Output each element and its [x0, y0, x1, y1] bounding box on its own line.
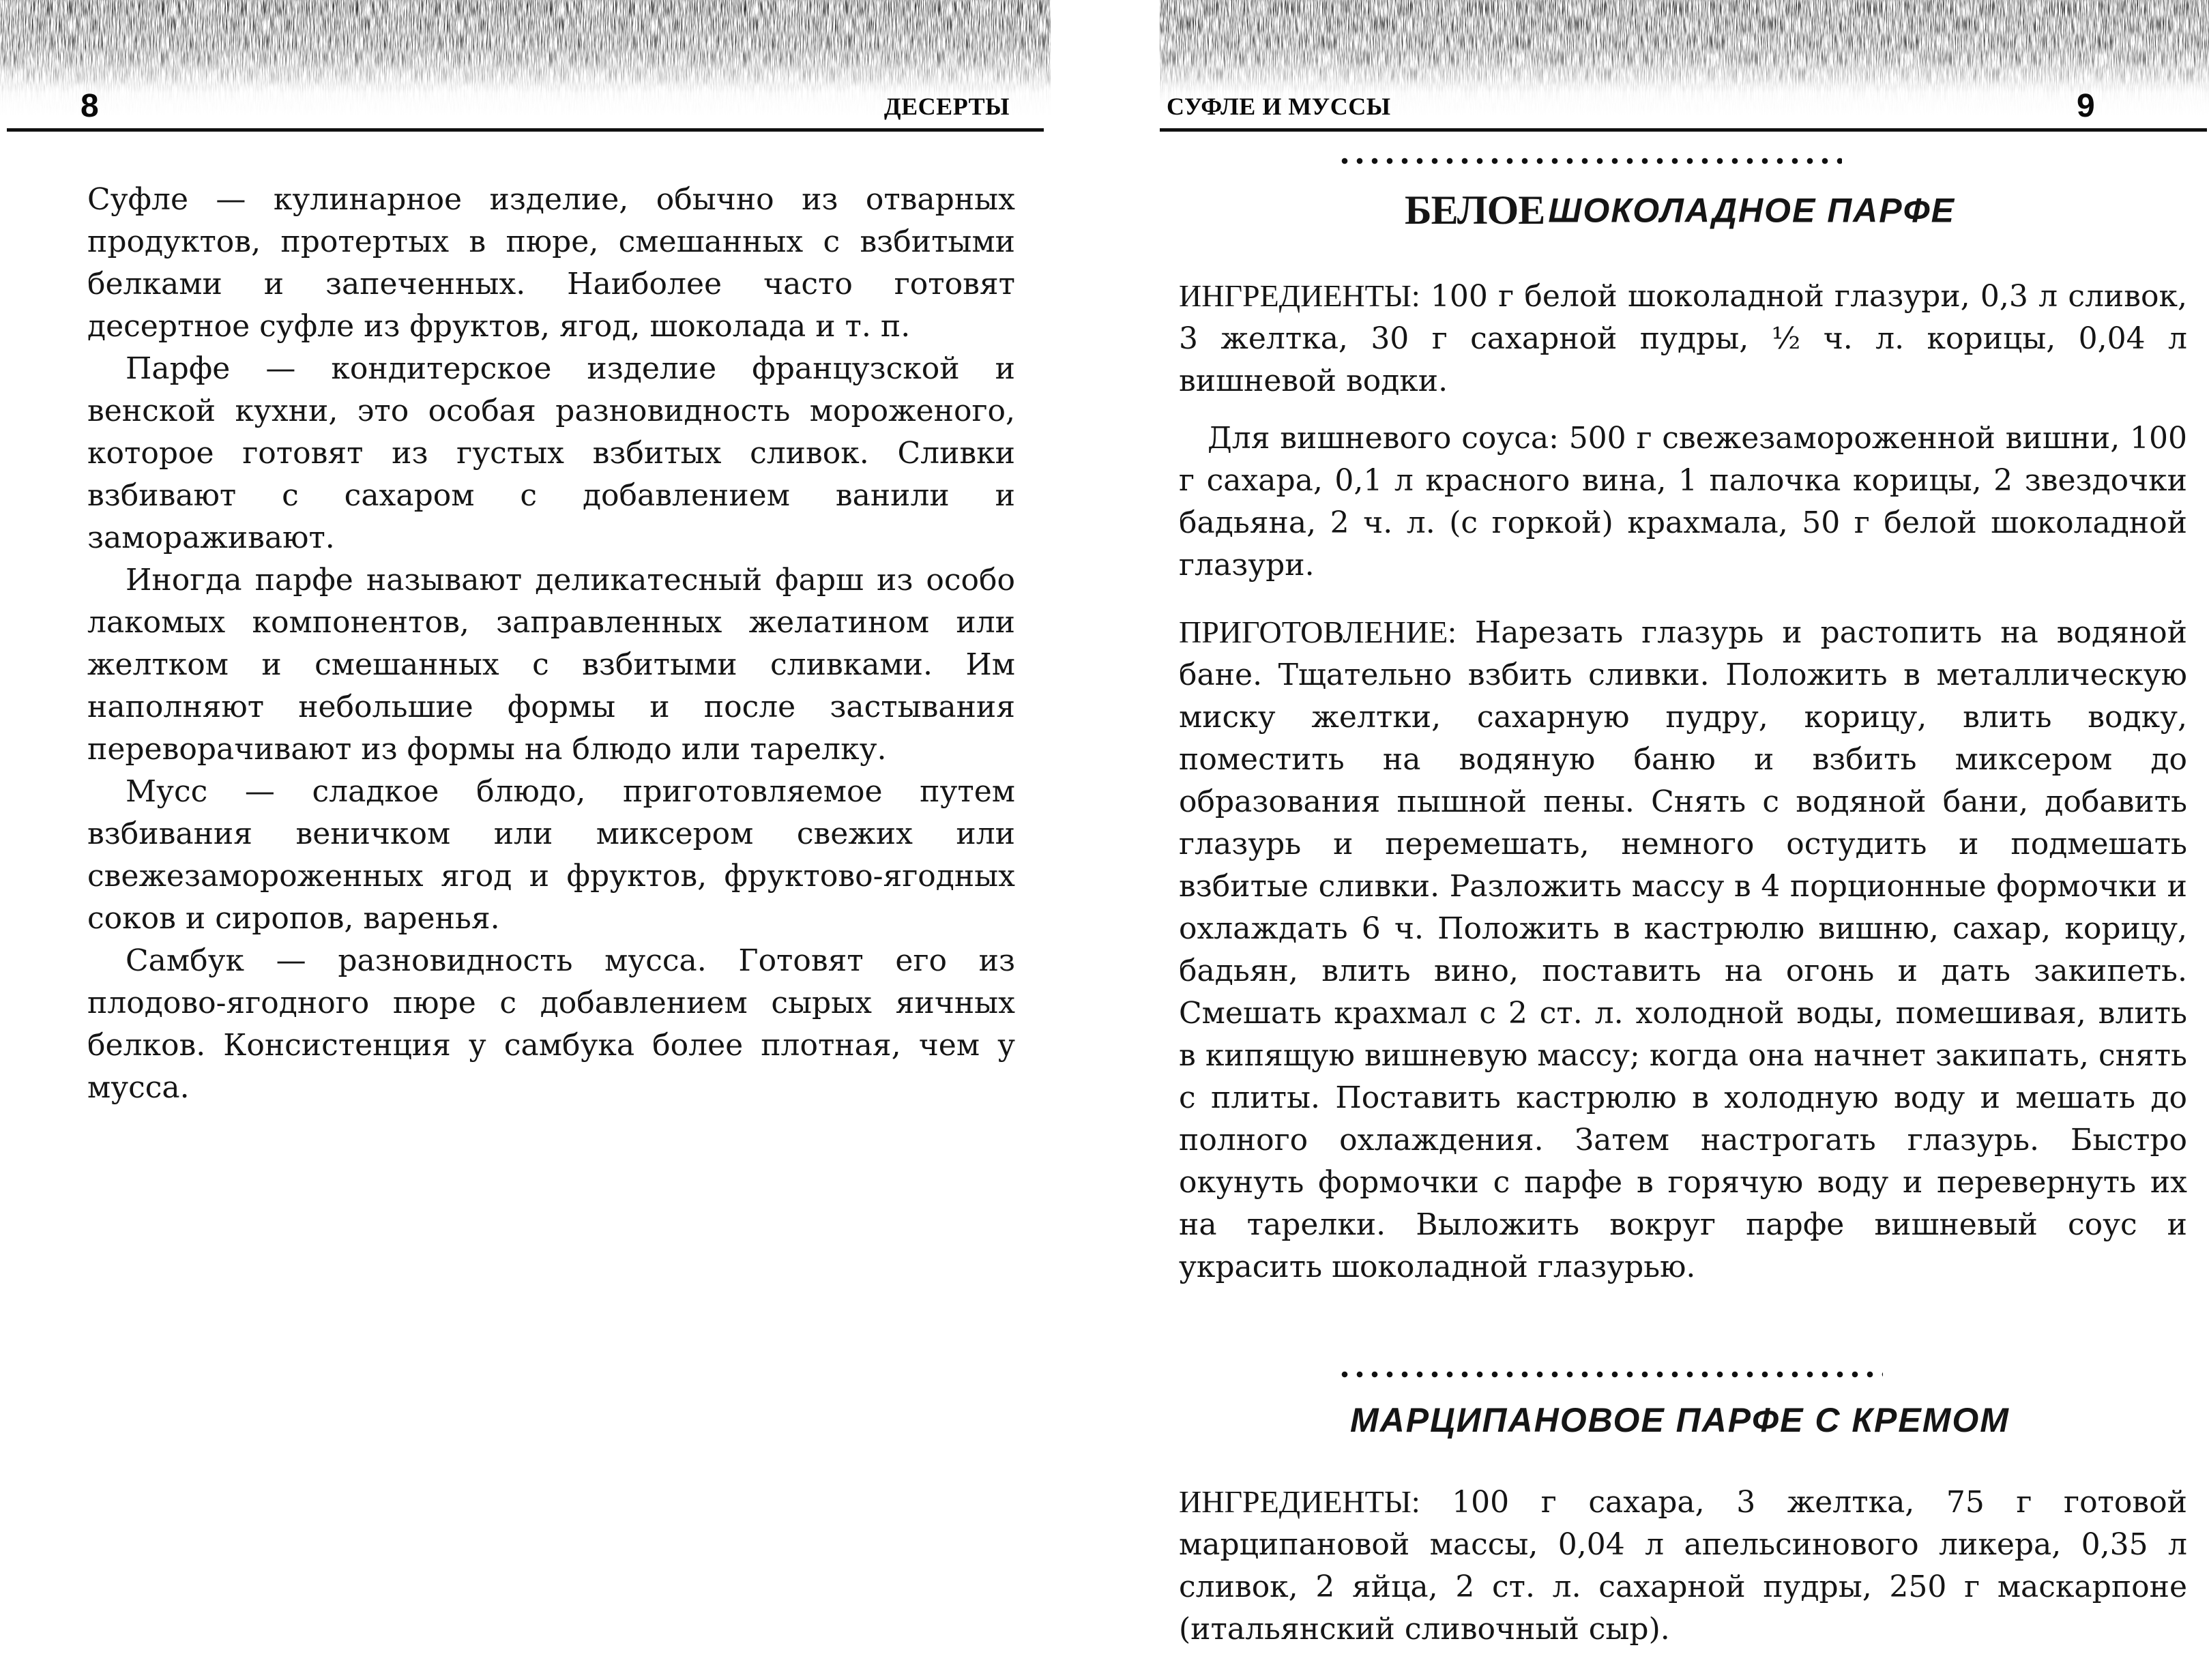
- ingredients-paragraph: [1179, 275, 2187, 402]
- recipe-body-white-chocolate-parfait: [1179, 275, 2187, 1288]
- right-page: [1160, 0, 2209, 1680]
- ingredients-label: ИНГРЕДИЕНТЫ:: [1179, 278, 1420, 313]
- paragraph-souffle: Суфле — кулинарное изделие, обычно из отварных продуктов, протертых в пюре, смешанных с взбитыми белками и запеченных. Наиболее часто готовят десертное суфле из фруктов, ягод, шоколада и т. п.: [87, 182, 1015, 344]
- ingredients-paragraph: [1179, 1481, 2187, 1651]
- recipe-title-plain: БЕЛОЕ: [1404, 188, 1545, 233]
- paragraph-sambuk: Самбук — разновидность мусса. Готовят его из плодово-ягодного пюре с добавлением сырых яичных белков. Консистенция у самбука более плотная, чем у мусса.: [87, 943, 1015, 1105]
- right-header-rule: [1160, 128, 2207, 132]
- preparation-text: Нарезать глазурь и растопить на водяной бане. Тщательно взбить сливки. Положить в металлическую миску желтки, сахарную пудру, корицу, влить водку, поместить на водяную баню и взбить миксером до образования пышной пены. Снять с водяной бани, добавить глазурь и перемешать, немного остудить и подмешать взбитые сливки. Разложить массу в 4 порционные формочки и охлаждать 6 ч. Положить в кастрюлю вишню, сахар, корицу, бадьян, влить вино, поставить на огонь и дать закипеть. Смешать крахмал с 2 ст. л. холодной воды, помешивая, влить в кипящую вишневую массу; когда она начнет закипать, снять с плиты. Поставить кастрюлю в холодную воду и мешать до полного охлаждения. Затем настрогать глазурь. Быстро окунуть формочки с парфе в горячую воду и перевернуть их на тарелки. Выложить вокруг парфе вишневый соус и украсить шоколадной глазурью.: [1179, 615, 2187, 1284]
- paragraph-mousse: Мусс — сладкое блюдо, приготовляемое путем взбивания веничком или миксером свежих или свежезамороженных ягод и фруктов, фруктово-ягодных соков и сиропов, варенья.: [87, 774, 1015, 936]
- ingredients-text: 100 г белой шоколадной глазури, 0,3 л сливок, 3 желтка, 30 г сахарной пудры, ½ ч. л. корицы, 0,04 л вишневой водки.: [1179, 279, 2187, 398]
- left-header-rule: [7, 128, 1044, 132]
- right-running-head: СУФЛЕ И МУССЫ: [1167, 93, 1391, 120]
- recipe-title-display: ШОКОЛАДНОЕ ПАРФЕ: [1548, 191, 1955, 230]
- recipe-title-display: МАРЦИПАНОВОЕ ПАРФЕ С КРЕМОМ: [1350, 1401, 2010, 1439]
- recipe-body-marzipan-parfait: [1179, 1481, 2187, 1651]
- dotted-divider: [1337, 156, 1842, 166]
- left-running-head: ДЕСЕРТЫ: [883, 93, 1010, 120]
- recipe-title-marzipan-parfait: [1160, 1400, 2200, 1440]
- ingredients-text: 100 г сахара, 3 желтка, 75 г готовой марципановой массы, 0,04 л апельсинового ликера, 0,35 л сливок, 2 яйца, 2 ст. л. сахарной пудры, 250 г маскарпоне (итальянский сливочный сыр).: [1179, 1485, 2187, 1647]
- right-content: [1160, 156, 2200, 1666]
- preparation-paragraph: [1179, 611, 2187, 1288]
- dotted-divider: [1337, 1369, 1883, 1380]
- recipe-title-white-chocolate-parfait: [1160, 187, 2200, 234]
- ingredients-label: ИНГРЕДИЕНТЫ:: [1179, 1484, 1420, 1519]
- preparation-label: ПРИГОТОВЛЕНИЕ:: [1179, 615, 1457, 649]
- right-page-number: 9: [2077, 88, 2095, 124]
- left-page-number: 8: [81, 88, 99, 124]
- paragraph-parfait-farce: Иногда парфе называют деликатесный фарш из особо лакомых компонентов, заправленных желатином или желтком и смешанных с взбитыми сливками. Им наполняют небольшие формы и после застывания переворачивают из формы на блюдо или тарелку.: [87, 563, 1015, 767]
- left-body-text: [87, 179, 1015, 1109]
- sauce-paragraph: Для вишневого соуса: 500 г свежезамороженной вишни, 100 г сахара, 0,1 л красного вина, 1 палочка корицы, 2 звездочки бадьяна, 2 ч. л. (с горкой) крахмала, 50 г белой шоколадной глазури.: [1179, 421, 2187, 583]
- left-page: [0, 0, 1051, 1680]
- paragraph-parfait: Парфе — кондитерское изделие французской и венской кухни, это особая разновидность мороженого, которое готовят из густых взбитых сливок. Сливки взбивают с сахаром с добавлением ванили и замораживают.: [87, 351, 1015, 555]
